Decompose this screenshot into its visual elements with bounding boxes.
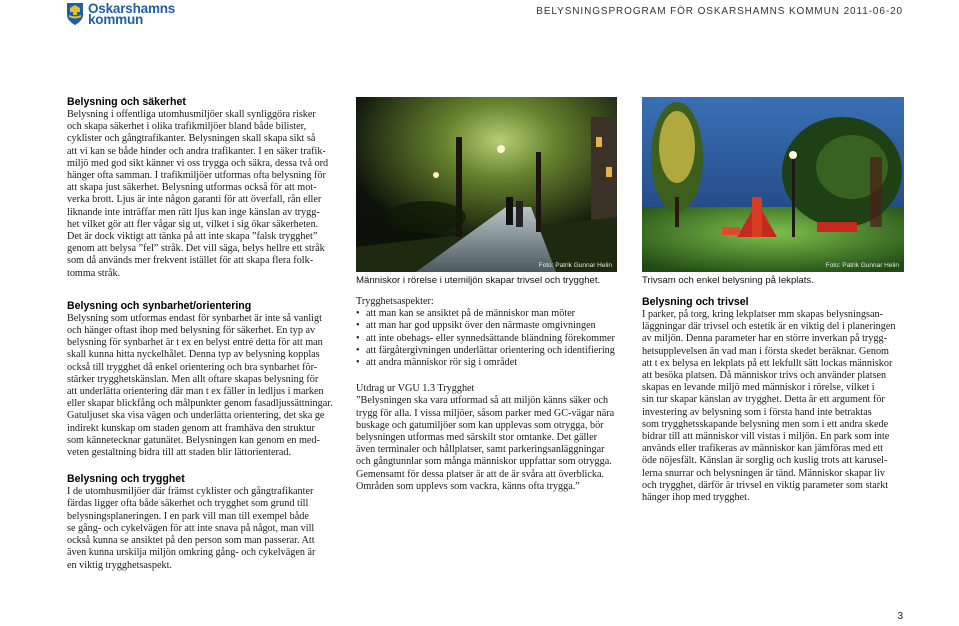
text-line: även kunna urskilja miljön omkring gång- och cykelvägen är [67, 547, 316, 559]
text-line: att skapa just säkerhet. Belysning utformas också för att mot- [67, 182, 317, 194]
aspects-intro: Trygghetsaspekter: [356, 296, 434, 307]
text-line: av miljön. Denna parameter har en större inverkan på trygg- [642, 333, 887, 345]
heading-safety: Belysning och säkerhet [67, 96, 186, 108]
quote-text [356, 395, 620, 493]
text-line: också kunna se ansiktet på den person som man passerar. Att [67, 535, 315, 547]
text-line: hänger ofta samman. I trafikmiljöer utformas ofta belysning för [67, 170, 326, 182]
text-line: sin tur skapar känslan av trygghet. Detta är ett argument för [642, 394, 885, 406]
photo-park-path [356, 97, 617, 272]
text-line: också till trygghet då enkel orientering och bra synbarhet för- [67, 361, 318, 373]
text-line: läggningar där trivsel och estetik är en viktig del i planeringen [642, 321, 896, 333]
park-path-illustration [356, 97, 617, 272]
text-line: stärker trygghetskänslan. Men allt oftare skapas belysning för [67, 373, 319, 385]
text-line: ”Belysningen ska vara utformad så att miljön känns säker och [356, 395, 609, 407]
text-line: och trygghet, därför är trivsel en viktig parameter som starkt [642, 479, 889, 491]
text-line: och skapa säkerhet i olika trafikmiljöer bland både bilister, [67, 121, 307, 133]
page-number: 3 [897, 611, 903, 622]
text-line: Det är dock viktigt att tänka på att inte skapa ”falsk trygghet” [67, 231, 318, 243]
left-column [67, 96, 335, 572]
text-line: och gångtunnlar som många människor uppfattar som otrygga. [356, 456, 612, 468]
text-line: skall kunna hitta nyckelhålet. Denna typ av belysning kopplas [67, 349, 320, 361]
text-line: en viktig trygghetsaspekt. [67, 559, 172, 571]
quote-title: Utdrag ur VGU 1.3 Trygghet [356, 383, 475, 395]
coat-of-arms-icon [66, 2, 84, 26]
text-line: het vilket gör att fler vågar sig ut, vilket i sig ökar säkerheten. [67, 218, 319, 230]
text-line: eller skapar blickfång och målpunkter genom fasadljussättningar. [67, 398, 333, 410]
text-line: som då används mer frekvent istället för att skapa flera folk- [67, 255, 314, 267]
aspects-list [356, 308, 620, 369]
text-line: att t ex belysa en lekplats på ett lekfullt sätt lockas människor [642, 357, 893, 369]
text-line: I parker, på torg, kring lekplatser mm skapas belysningsan- [642, 309, 884, 320]
text-line: cyklister och gångtrafikanter. Belysningen skall skapa sikt så [67, 133, 316, 145]
text-line: genom att belysa ”fel” stråk. Det vill säga, belys hellre ett stråk [67, 243, 325, 255]
heading-wellbeing: Belysning och trivsel [642, 296, 749, 308]
list-item: • att andra människor rör sig i området [356, 357, 620, 369]
paragraph-safety [67, 109, 335, 280]
text-line: hetsupplevelsen än vad man i första skedet beräknar. Genom [642, 345, 889, 357]
text-line: se gång- och cykelvägen för att inte snava på något, man vill [67, 522, 315, 534]
photo-credit: Foto: Patrik Gunnar Helin [825, 262, 899, 269]
middle-column [356, 296, 620, 493]
logo-line-2: kommun [88, 12, 144, 27]
text-line: Gatuljuset ska visa vägen och underlätta orientering, det ska ge [67, 410, 325, 422]
paragraph-wellbeing [642, 309, 906, 504]
text-line: indirekt kunskap om staden genom att framhäva den struktur [67, 422, 315, 434]
text-line: belysningen utformas med särskilt stor omtanke. Det gäller [356, 432, 598, 444]
text-line: veten gestaltning bidra till att staden blir lättorienterad. [67, 447, 292, 459]
right-column [642, 296, 906, 504]
text-line: belysningsplaneringen. I en park vill man till exempel både [67, 510, 309, 522]
heading-security: Belysning och trygghet [67, 473, 185, 486]
text-line: som kännetecknar gatunätet. Belysningen kan genom en med- [67, 434, 320, 446]
text-line: I de utomhusmiljöer där främst cyklister och gångtrafikanter [67, 486, 314, 498]
text-line: liknande inte inträffar men rätt ljus kan inge känslan av trygg- [67, 206, 320, 218]
heading-visibility: Belysning och synbarhet/orientering [67, 299, 252, 312]
text-line: trygg för alla. I vissa miljöer, såsom parker med GC-vägar nära [356, 407, 615, 419]
text-line: Belysning i offentliga utomhusmiljöer skall synliggöra risker [67, 109, 316, 120]
text-line: att vi kan se både hinder och andra trafikanter. I en säker trafik- [67, 145, 326, 157]
photo-caption: Trivsam och enkel belysning på lekplats. [642, 275, 814, 286]
text-line: verka brott. Ljus är inte någon garanti för att överfall, rån eller [67, 194, 322, 206]
text-line: buskage och gatumiljöer som kan upplevas som otrygga, bör [356, 419, 604, 431]
text-line: investering av belysning som i första hand inte betraktas [642, 406, 872, 418]
list-item: • att man kan se ansiktet på de människor man möter [356, 308, 620, 320]
text-line: tomma stråk. [67, 267, 121, 279]
list-item: • att man har god uppsikt över den närmaste omgivningen [356, 320, 620, 332]
photo-playground [642, 97, 904, 272]
logo-wordmark [88, 3, 175, 25]
text-line: Områden som upplevs som vackra, känns ofta trygga.” [356, 480, 580, 492]
text-line: hänger ihop med trygghet. [642, 492, 750, 504]
municipality-logo [66, 2, 176, 26]
text-line: att underlätta orientering där man t ex fäller in ledljus i marken [67, 386, 324, 398]
text-line: även terminaler och hållplatser, samt parkeringsanläggningar [356, 444, 605, 456]
text-line: används eller trafikeras av människor kan jämföras med ett [642, 443, 884, 455]
text-line: och hänger oftast ihop med belysning för säkerhet. En typ av [67, 325, 316, 337]
paragraph-security [67, 486, 335, 571]
text-line: miljö med god sikt känner vi oss trygga och säkra, dessa två ord [67, 157, 329, 169]
logo-line-1: Oskarshamns [88, 1, 176, 16]
text-line: färdas ligger ofta både säkerhet och trygghet som grund till [67, 498, 309, 510]
text-line: bidrar till att människor vill vistas i miljön. En park som inte [642, 431, 890, 443]
playground-illustration [642, 97, 904, 272]
document-title: BELYSNINGSPROGRAM FÖR OSKARSHAMNS KOMMUN 2011-06-20 [536, 6, 903, 17]
text-line: skapas en levande miljö med människor i rörelse, vilket i [642, 382, 875, 394]
list-item: • att färgåtergivningen underlättar orientering och identifiering [356, 345, 620, 357]
photo-credit: Foto: Patrik Gunnar Helin [538, 262, 612, 269]
text-line: att besöka platsen. Då människor trivs och använder platsen [642, 370, 887, 382]
text-line: som trygghetsskapande belysning men som i ett andra skede [642, 418, 889, 430]
text-line: Belysning som utformas endast för synbarhet är inte så vanligt [67, 312, 322, 324]
paragraph-visibility [67, 313, 335, 459]
text-line: belysning för synbarhet är t ex en belyst entré detta för att man [67, 337, 323, 349]
text-line: Gemensamt för dessa platser är att de är svåra att överblicka. [356, 468, 605, 480]
text-line: lerna snurrar och belysningen är tänd. Människor skapar liv [642, 467, 886, 479]
photo-caption: Människor i rörelse i utemiljön skapar trivsel och trygghet. [356, 275, 601, 286]
text-line: öde nöjesfält. Känslan är sorglig och kuslig trots att karusel- [642, 455, 888, 467]
list-item: • att inte obehags- eller synnedsättande bländning förekommer [356, 333, 620, 345]
